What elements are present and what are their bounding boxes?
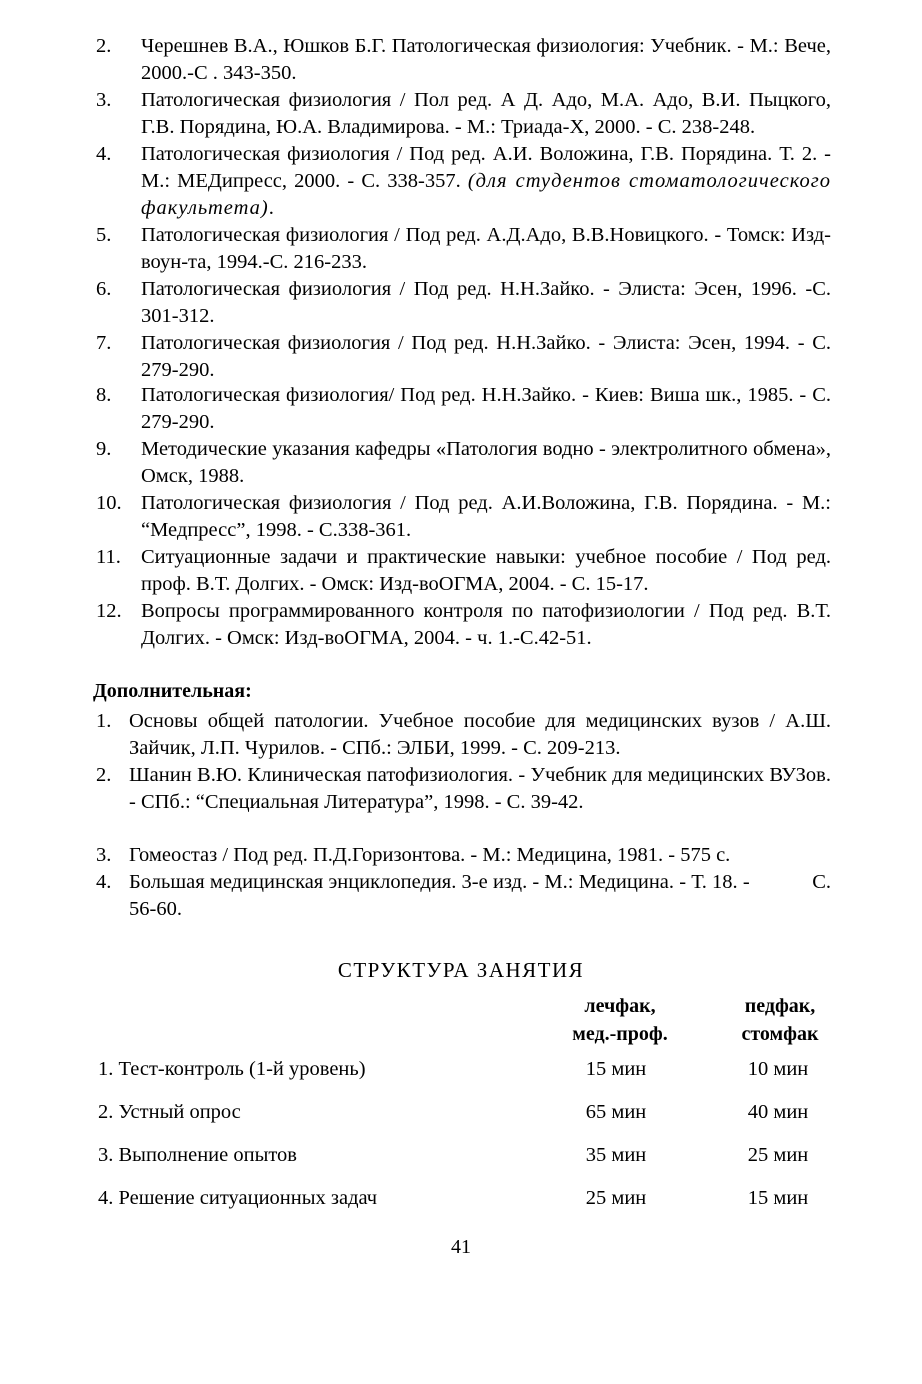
additional-reference-item — [96, 869, 836, 923]
page-number: 41 — [451, 1236, 471, 1258]
reference-number: 3. — [96, 844, 112, 866]
reference-number: 6. — [96, 278, 112, 300]
structure-row-value-pedfak: 25 мин — [747, 1144, 809, 1166]
structure-row-value-lechfak: 15 мин — [585, 1058, 647, 1080]
column-header-line: мед.-проф. — [572, 1023, 668, 1045]
reference-text: Вопросы программированного контроля по патофизиологии / Под ред. В.Т. Долгих. - Омск: Изд-воОГМА, 2004. - ч. 1.-С.42-51. — [141, 600, 831, 649]
reference-text: Патологическая физиология / Под ред. Н.Н.Зайко. - Элиста: Эсен, 1994. - С. 279-290. — [141, 332, 831, 381]
reference-text: Ситуационные задачи и практические навыки: учебное пособие / Под ред. проф. В.Т. Долгих. - Омск: Изд-воОГМА, 2004. - С. 15-17. — [141, 546, 831, 595]
reference-item — [96, 87, 836, 141]
reference-number: 2. — [96, 35, 112, 57]
column-header-line: педфак, — [744, 995, 816, 1017]
structure-row-value-lechfak: 35 мин — [585, 1144, 647, 1166]
reference-item — [96, 141, 836, 222]
reference-number: 2. — [96, 764, 112, 786]
reference-text: Патологическая физиология / Под ред. А.И.Воложина, Г.В. Порядина. - М.: “Медпресс”, 1998. - С.338-361. — [141, 492, 831, 541]
reference-note: (для студентов стоматологического факультета) — [141, 170, 831, 219]
reference-number: 12. — [96, 600, 122, 622]
reference-number: 8. — [96, 384, 112, 406]
reference-text: Патологическая физиология / Под ред. Н.Н.Зайко. - Элиста: Эсен, 1996. -С. 301-312. — [141, 278, 831, 327]
structure-title: СТРУКТУРА ЗАНЯТИЯ — [337, 958, 585, 982]
reference-item — [96, 382, 836, 436]
reference-text: Шанин В.Ю. Клиническая патофизиология. - Учебник для медицинских ВУЗов. - СПб.: “Специальная Литература”, 1998. - С. 39-42. — [129, 764, 831, 813]
reference-text: Патологическая физиология / Пол ред. А Д. Адо, М.А. Адо, В.И. Пыцкого, Г.В. Порядина, Ю.А. Владимирова. - М.: Триада-Х, 2000. - С. 238-248. — [141, 89, 831, 138]
reference-text: Черешнев В.А., Юшков Б.Г. Патологическая физиология: Учебник. - М.: Вече, 2000.-С . 343-350. — [141, 35, 831, 84]
column-header-line: лечфак, — [584, 995, 656, 1017]
reference-item — [96, 276, 836, 330]
structure-row-value-pedfak: 40 мин — [747, 1101, 809, 1123]
reference-number: 4. — [96, 143, 112, 165]
additional-reference-item — [96, 842, 836, 869]
structure-row-value-pedfak: 10 мин — [747, 1058, 809, 1080]
reference-text: Основы общей патологии. Учебное пособие для медицинских вузов / А.Ш. Зайчик, Л.П. Чурилов. - СПб.: ЭЛБИ, 1999. - С. 209-213. — [129, 710, 831, 759]
reference-text: Патологическая физиология / Под ред. А.И. Воложина, Г.В. Порядина. Т. 2. - М.: МЕДипресс, 2000. - С. 338-357. (для студентов стоматологического факультета). — [141, 143, 831, 219]
reference-number: 3. — [96, 89, 112, 111]
reference-item — [96, 222, 836, 276]
reference-number: 11. — [96, 546, 121, 568]
reference-number: 9. — [96, 438, 112, 460]
reference-text: Патологическая физиология/ Под ред. Н.Н.Зайко. - Киев: Виша шк., 1985. - С. 279-290. — [141, 384, 831, 433]
reference-item — [96, 33, 836, 87]
reference-item — [96, 544, 836, 598]
reference-number: 1. — [96, 710, 112, 732]
structure-row-label: 2. Устный опрос — [98, 1101, 241, 1123]
structure-row-label: 4. Решение ситуационных задач — [98, 1187, 378, 1209]
reference-number: 4. — [96, 871, 112, 893]
reference-text: Большая медицинская энциклопедия. 3-е изд. - М.: Медицина. - Т. 18. - С. 56-60. — [129, 871, 837, 920]
reference-item — [96, 490, 836, 544]
column-header-pedfak — [715, 992, 845, 1048]
column-header-line: стомфак — [741, 1023, 819, 1045]
structure-row-value-lechfak: 65 мин — [585, 1101, 647, 1123]
structure-row-value-pedfak: 15 мин — [747, 1187, 809, 1209]
reference-number: 7. — [96, 332, 112, 354]
additional-heading: Дополнительная: — [93, 680, 252, 702]
column-header-lechfak — [545, 992, 695, 1048]
structure-row-label: 1. Тест-контроль (1-й уровень) — [98, 1058, 366, 1080]
additional-reference-item — [96, 708, 836, 762]
reference-item — [96, 598, 836, 652]
reference-number: 10. — [96, 492, 122, 514]
reference-number: 5. — [96, 224, 112, 246]
reference-text: Методические указания кафедры «Патология водно - электролитного обмена», Омск, 1988. — [141, 438, 831, 487]
additional-reference-item — [96, 762, 836, 843]
reference-item — [96, 330, 836, 384]
structure-row-label: 3. Выполнение опытов — [98, 1144, 297, 1166]
reference-text: Гомеостаз / Под ред. П.Д.Горизонтова. - М.: Медицина, 1981. - 575 с. — [129, 844, 731, 866]
reference-text: Патологическая физиология / Под ред. А.Д.Адо, В.В.Новицкого. - Томск: Изд-воун-та, 1994.-С. 216-233. — [141, 224, 831, 273]
reference-item — [96, 436, 836, 490]
structure-row-value-lechfak: 25 мин — [585, 1187, 647, 1209]
